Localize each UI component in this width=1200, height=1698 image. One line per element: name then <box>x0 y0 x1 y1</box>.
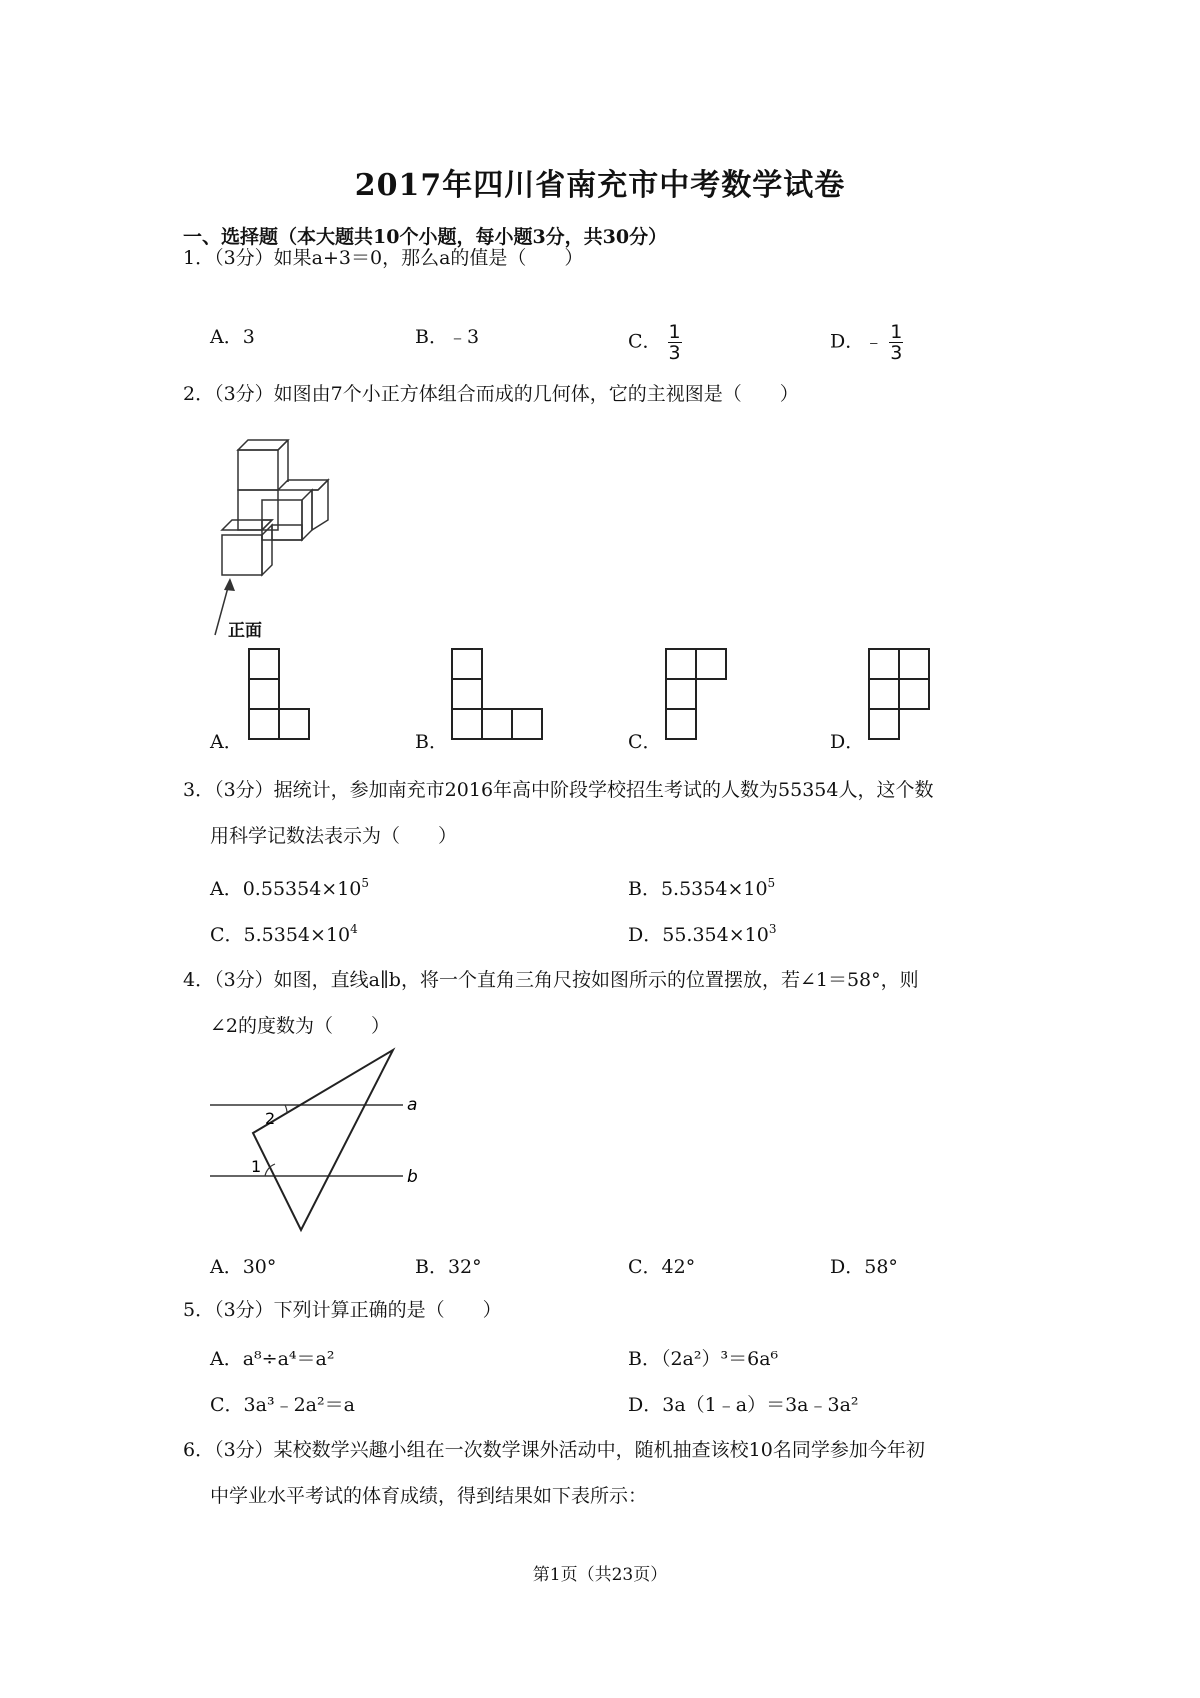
q1-option-a: A．3 <box>210 326 255 348</box>
q4-option-a: A．30° <box>210 1256 277 1278</box>
q3-option-d: D．$55.354\times 10^3$ <box>628 922 777 946</box>
q2-option-a: A． <box>210 731 243 753</box>
question-3-stem-line-1: 3．（3分）据统计，参加南充市2016年高中阶段学校招生考试的人数为55354人，这个数 <box>183 779 934 801</box>
q2-option-b-view <box>451 648 547 742</box>
q3-option-a: A．$0.55354\times 10^5$ <box>210 876 370 900</box>
q4-option-b: B．32° <box>415 1256 482 1278</box>
q2-option-d-view <box>868 648 938 742</box>
question-3-stem-line-2: 用科学记数法表示为（ ） <box>210 825 458 847</box>
triangle-ruler <box>253 1050 393 1230</box>
question-6-stem-line-2: 中学业水平考试的体育成绩，得到结果如下表所示： <box>210 1485 648 1507</box>
question-1-stem: 1．（3分）如果a+3＝0，那么a的值是（ ） <box>183 247 584 269</box>
q1-option-b: B．﹣3 <box>415 326 480 348</box>
q5-option-c: C．3a³﹣2a²＝a <box>210 1394 355 1416</box>
q5-option-d: D．3a（1﹣a）＝3a﹣3a² <box>628 1394 859 1416</box>
label-a: a <box>407 1095 418 1115</box>
section-heading: 一、选择题（本大题共10个小题，每小题3分，共30分） <box>183 226 668 248</box>
cube-face <box>238 450 278 490</box>
q1-option-c: C． $\frac{1}{3}$ <box>628 321 681 364</box>
question-5-stem: 5．（3分）下列计算正确的是（ ） <box>183 1299 502 1321</box>
q2-option-a-view <box>248 648 318 742</box>
question-2-stem: 2．（3分）如图由7个小正方体组合而成的几何体，它的主视图是（ ） <box>183 383 799 405</box>
q2-option-c-view <box>665 648 735 742</box>
q2-option-b: B． <box>415 731 448 753</box>
angle-2-arc <box>285 1105 287 1113</box>
q1-option-d: D．﹣ $\frac{1}{3}$ <box>830 321 903 364</box>
q5-option-b: B．（2a²）³＝6a⁶ <box>628 1348 779 1370</box>
label-angle-2: 2 <box>265 1109 276 1128</box>
question-4-stem-line-2: ∠2的度数为（ ） <box>210 1015 391 1037</box>
q1-fraction-d: $\frac{1}{3}$ <box>890 321 903 364</box>
q4-figure <box>205 1040 430 1235</box>
page-footer: 第1页（共23页） <box>532 1565 668 1585</box>
question-6-stem-line-1: 6．（3分）某校数学兴趣小组在一次数学课外活动中，随机抽查该校10名同学参加今年初 <box>183 1439 925 1461</box>
arrow-head <box>224 578 235 591</box>
q5-option-a: A．a⁸÷a⁴＝a² <box>210 1348 335 1370</box>
q3-option-b: B．$5.5354\times 10^5$ <box>628 876 776 900</box>
front-label: 正面 <box>228 621 262 641</box>
page-title: 2017年四川省南充市中考数学试卷 <box>354 168 846 203</box>
label-b: b <box>407 1167 418 1187</box>
q1-fraction-c: $\frac{1}{3}$ <box>668 321 681 364</box>
q4-option-d: D．58° <box>830 1256 898 1278</box>
label-angle-1: 1 <box>251 1157 262 1176</box>
q4-option-c: C．42° <box>628 1256 696 1278</box>
cube-face <box>222 535 262 575</box>
q2-option-c: C． <box>628 731 662 753</box>
question-4-stem-line-1: 4．（3分）如图，直线a∥b，将一个直角三角尺按如图所示的位置摆放，若∠1＝58°，则 <box>183 969 919 991</box>
q3-option-c: C．$5.5354\times 10^4$ <box>210 922 358 946</box>
q2-option-d: D． <box>830 731 865 753</box>
q2-cube-figure <box>200 410 340 640</box>
